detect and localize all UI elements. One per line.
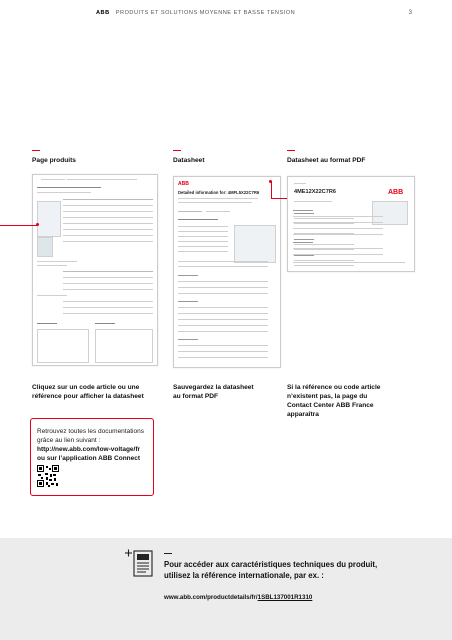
column-title-products: Page produits (32, 157, 76, 164)
page-header (96, 10, 295, 16)
url-code: 1SBL137001R1310 (257, 594, 313, 601)
product-page-screenshot (32, 174, 158, 366)
url-prefix: www.abb.com/productdetails/fr/ (164, 594, 258, 601)
datasheet-screenshot: ABB Detailed information for: 4MFL5X22C7R6 (173, 176, 281, 368)
documentation-link[interactable]: http://new.abb.com/low-voltage/fr (37, 446, 141, 453)
callout-line: Retrouvez toutes les documentations (37, 428, 144, 435)
arrow-line (0, 225, 38, 226)
bottom-headline-line: Pour accéder aux caractéristiques techniques du produit, (164, 560, 378, 569)
pdf-code: 4ME12X22C7R6 (294, 189, 336, 195)
caption-line: Si la référence ou code article (287, 384, 381, 391)
bottom-band (0, 538, 452, 640)
pdf-logo: ABB (388, 189, 404, 196)
documentation-callout (30, 418, 154, 496)
dash-mark (164, 553, 172, 554)
red-dash (287, 150, 295, 151)
document-plus-icon (124, 548, 156, 580)
qr-code[interactable] (37, 465, 59, 487)
caption-line: Sauvegardez la datasheet (173, 384, 254, 391)
column-title-datasheet: Datasheet (173, 157, 205, 164)
caption-products (32, 383, 162, 401)
page-number: 3 (408, 10, 412, 16)
callout-line: grâce au lien suivant : (37, 437, 101, 444)
pdf-details-block (291, 210, 413, 270)
caption-datasheet (173, 383, 283, 401)
caption-pdf (287, 383, 417, 419)
abb-connect-link[interactable]: ou sur l’application ABB Connect (37, 455, 141, 462)
header-brand: ABB (96, 10, 110, 16)
arrow-line (271, 181, 272, 199)
bottom-headline (164, 559, 424, 581)
header-title: PRODUITS ET SOLUTIONS MOYENNE ET BASSE TENSION (115, 10, 296, 16)
caption-line: Cliquez sur un code article ou une (32, 384, 140, 391)
caption-line: référence pour afficher la datasheet (32, 393, 144, 400)
red-dash (32, 150, 40, 151)
caption-line: au format PDF (173, 393, 219, 400)
caption-line: apparaîtra (287, 411, 319, 418)
datasheet-heading: Detailed information for: 4MFL5X22C7R6 (178, 190, 260, 195)
column-title-pdf: Datasheet au format PDF (287, 157, 366, 164)
caption-line: n’existent pas, la page du (287, 393, 368, 400)
product-details-url[interactable] (164, 594, 312, 601)
bottom-headline-line: utilisez la référence internationale, par ex. : (164, 571, 324, 580)
red-dash (173, 150, 181, 151)
arrow-dot (36, 223, 39, 226)
caption-line: Contact Center ABB France (287, 402, 374, 409)
